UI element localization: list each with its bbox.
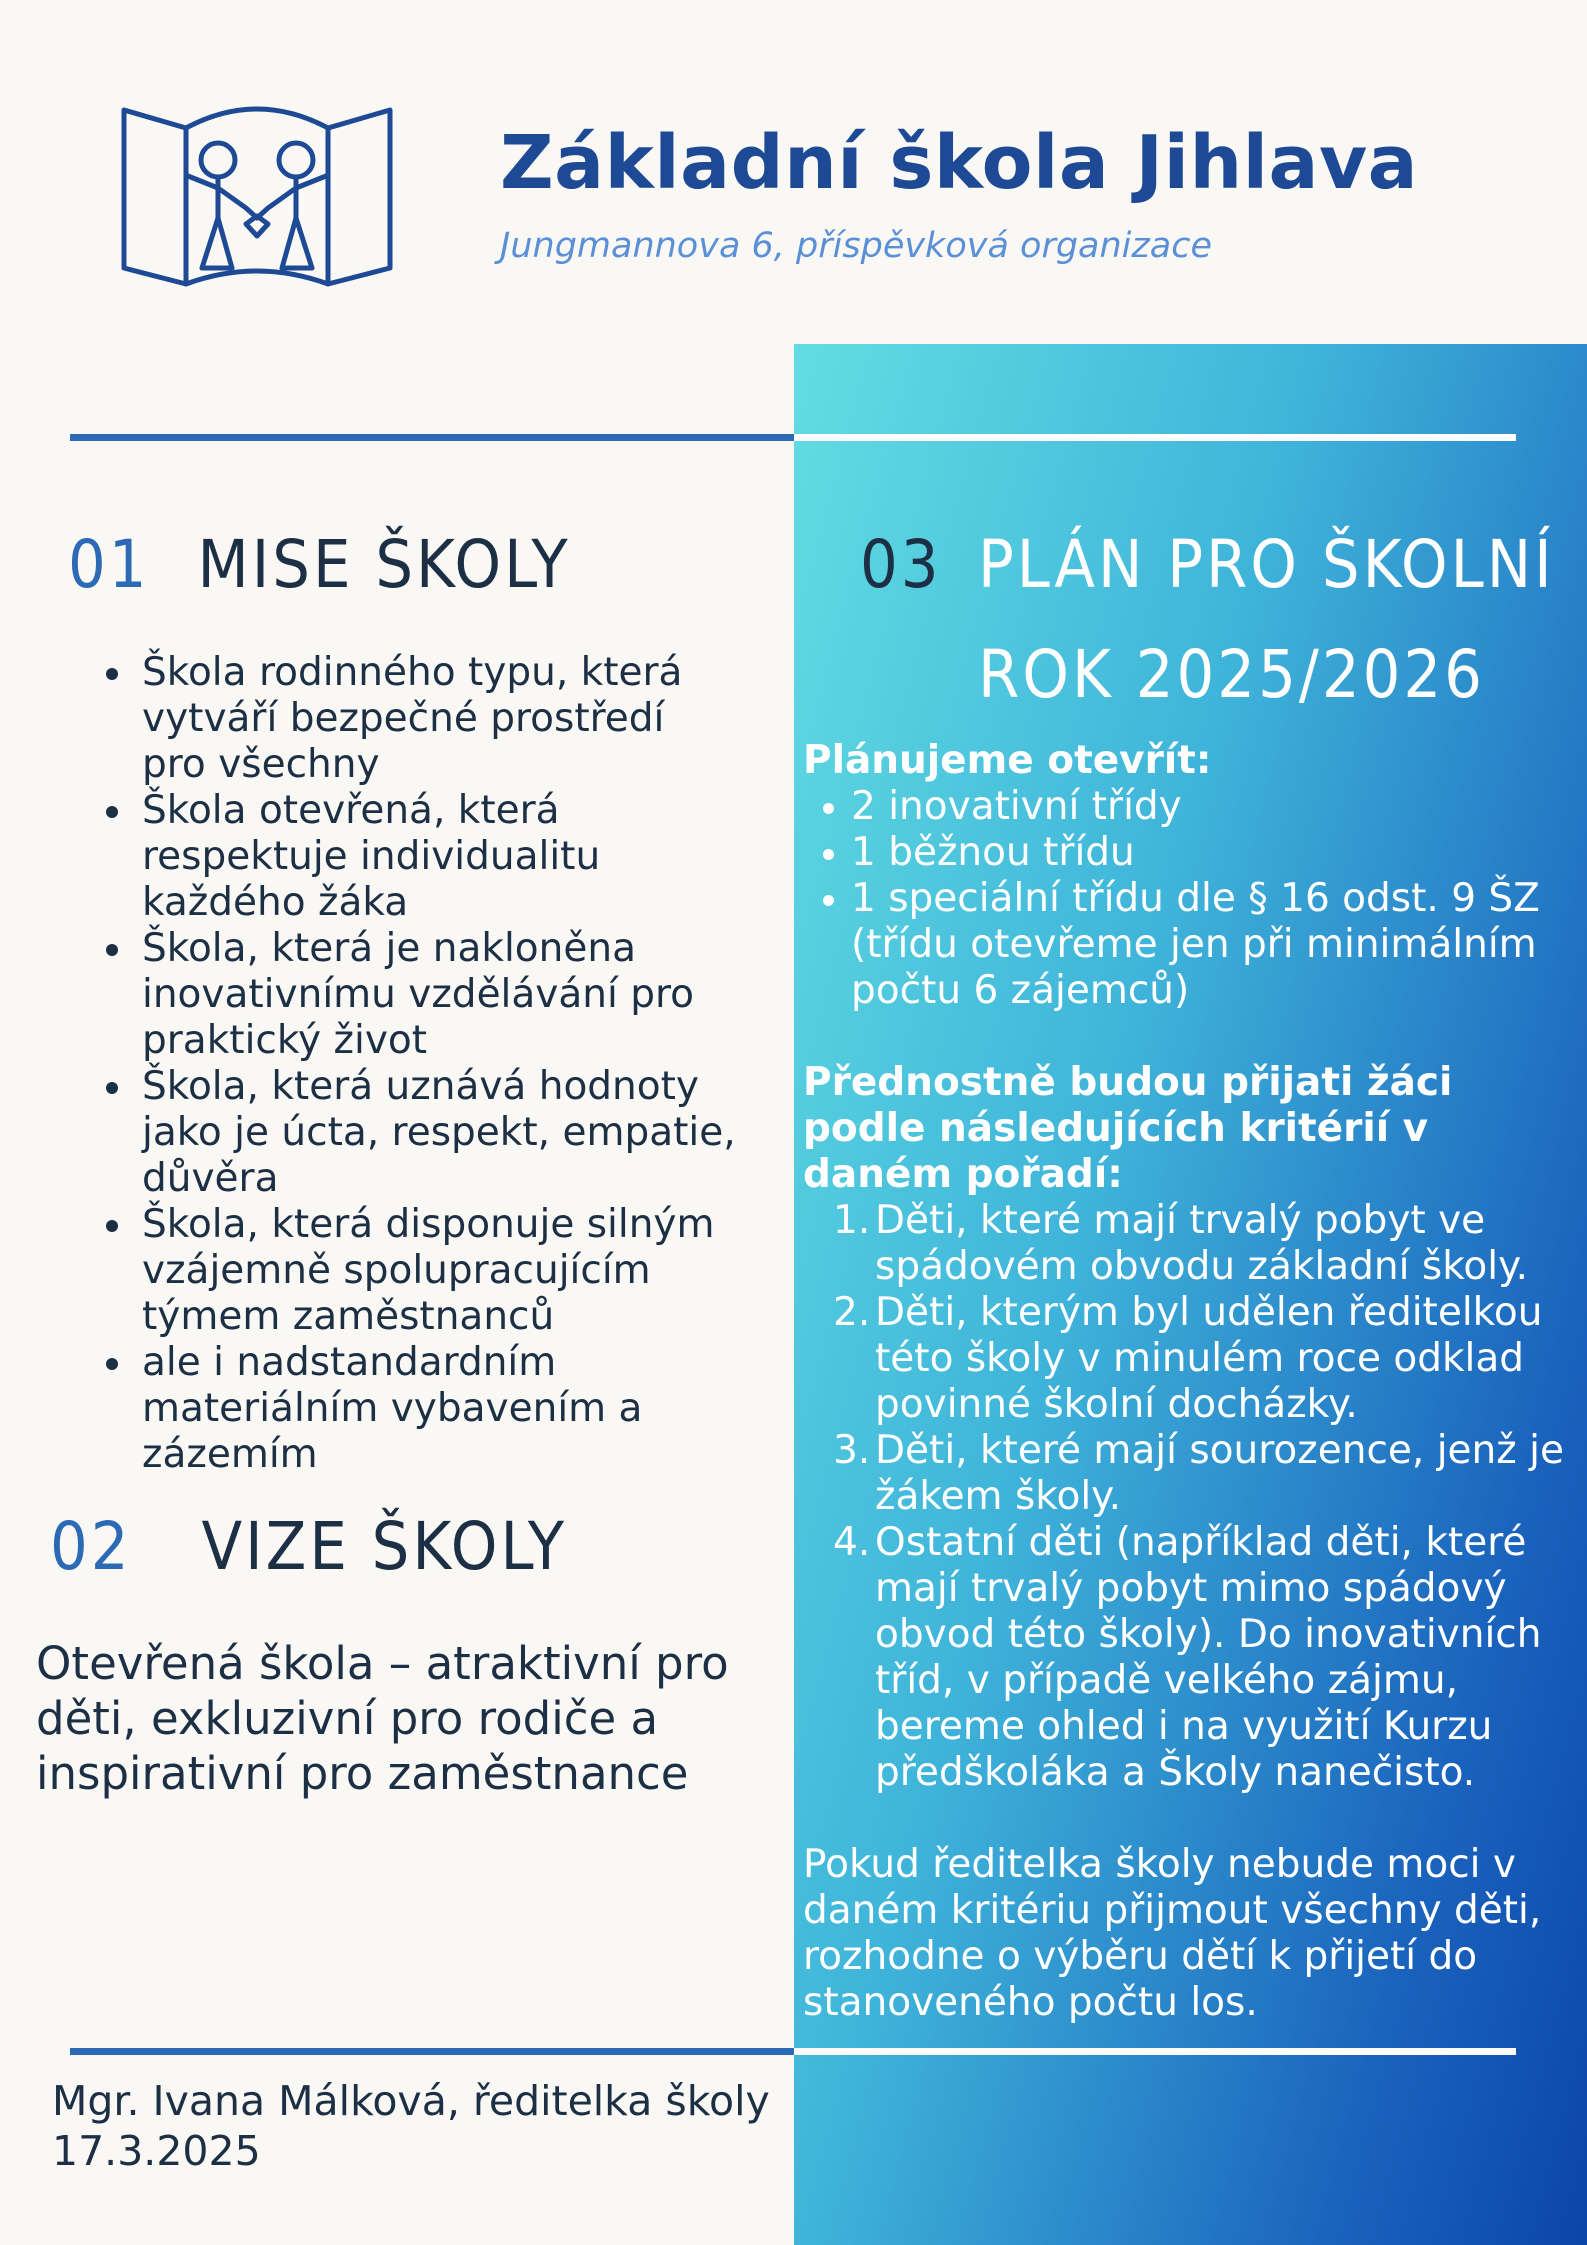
top-divider-right (794, 434, 1516, 441)
section1-title: MISE ŠKOLY (197, 526, 571, 603)
criteria-number: 3. (833, 1428, 871, 1473)
criteria-text: Děti, které mají trvalý pobyt ve spádovém obvodu základní školy. (875, 1198, 1529, 1289)
section1-number: 01 (68, 526, 150, 603)
plan-content (803, 738, 1573, 2026)
list-item: Škola, která uznává hodnoty jako je úcta, respekt, empatie, důvěra (100, 1064, 740, 1202)
list-item (803, 1428, 1573, 1520)
plan-heading: Plánujeme otevřít: (803, 738, 1212, 783)
plan-list (803, 784, 1573, 1014)
date: 17.3.2025 (52, 2127, 261, 2175)
closing-text: Pokud ředitelka školy nebude moci v daném kritériu přijmout všechny děti, rozhodne o výběru dětí k přijetí do stanoveného počtu los. (803, 1842, 1542, 2025)
list-item (803, 1290, 1573, 1428)
section1-heading (68, 526, 571, 603)
section3-number: 03 (860, 526, 942, 603)
section3-title-line2: ROK 2025/2026 (978, 636, 1485, 713)
criteria-text: Děti, kterým byl udělen ředitelkou této školy v minulém roce odklad povinné školní docházky. (875, 1290, 1543, 1427)
signature: Mgr. Ivana Málková, ředitelka školy (52, 2077, 770, 2125)
mission-list (100, 650, 740, 1478)
criteria-list (803, 1198, 1573, 1796)
section3-title-line1: PLÁN PRO ŠKOLNÍ (978, 526, 1555, 603)
criteria-number: 1. (833, 1198, 871, 1243)
list-item (803, 1198, 1573, 1290)
section2-number: 02 (50, 1508, 132, 1585)
school-name: Základní škola Jihlava (500, 120, 1419, 206)
section2-heading (50, 1508, 567, 1585)
list-item: 1 speciální třídu dle § 16 odst. 9 ŠZ (třídu otevřeme jen při minimálním počtu 6 zájemců) (803, 876, 1573, 1014)
section2-title: VIZE ŠKOLY (201, 1508, 567, 1585)
list-item: Škola, která je nakloněna inovativnímu vzdělávání pro praktický život (100, 926, 740, 1064)
criteria-text: Ostatní děti (například děti, které mají trvalý pobyt mimo spádový obvod této školy). Do inovativních tříd, v případě velkého zájmu, bereme ohled i na využití Kurzu předškoláka a Školy nanečisto. (875, 1520, 1542, 1795)
school-subtitle: Jungmannova 6, příspěvková organizace (500, 226, 1212, 266)
list-item: Škola otevřená, která respektuje individualitu každého žáka (100, 788, 740, 926)
list-item (803, 1520, 1573, 1796)
criteria-text: Děti, které mají sourozence, jenž je žákem školy. (875, 1428, 1564, 1519)
bottom-divider-right (794, 2048, 1516, 2055)
list-item: ale i nadstandardním materiálním vybavením a zázemím (100, 1340, 740, 1478)
school-logo-two-children-icon (118, 98, 396, 290)
list-item: 2 inovativní třídy (803, 784, 1573, 830)
top-divider-left (70, 434, 796, 441)
footer (52, 2076, 770, 2176)
list-item: Škola rodinného typu, která vytváří bezpečné prostředí pro všechny (100, 650, 740, 788)
criteria-number: 4. (833, 1520, 871, 1565)
list-item: Škola, která disponuje silným vzájemně spolupracujícím týmem zaměstnanců (100, 1202, 740, 1340)
criteria-number: 2. (833, 1290, 871, 1335)
list-item: 1 běžnou třídu (803, 830, 1573, 876)
criteria-heading: Přednostně budou přijati žáci podle následujících kritérií v daném pořadí: (803, 1060, 1453, 1197)
vision-text: Otevřená škola – atraktivní pro děti, exkluzivní pro rodiče a inspirativní pro zaměstnance (36, 1637, 729, 1800)
bottom-divider-left (70, 2048, 796, 2055)
